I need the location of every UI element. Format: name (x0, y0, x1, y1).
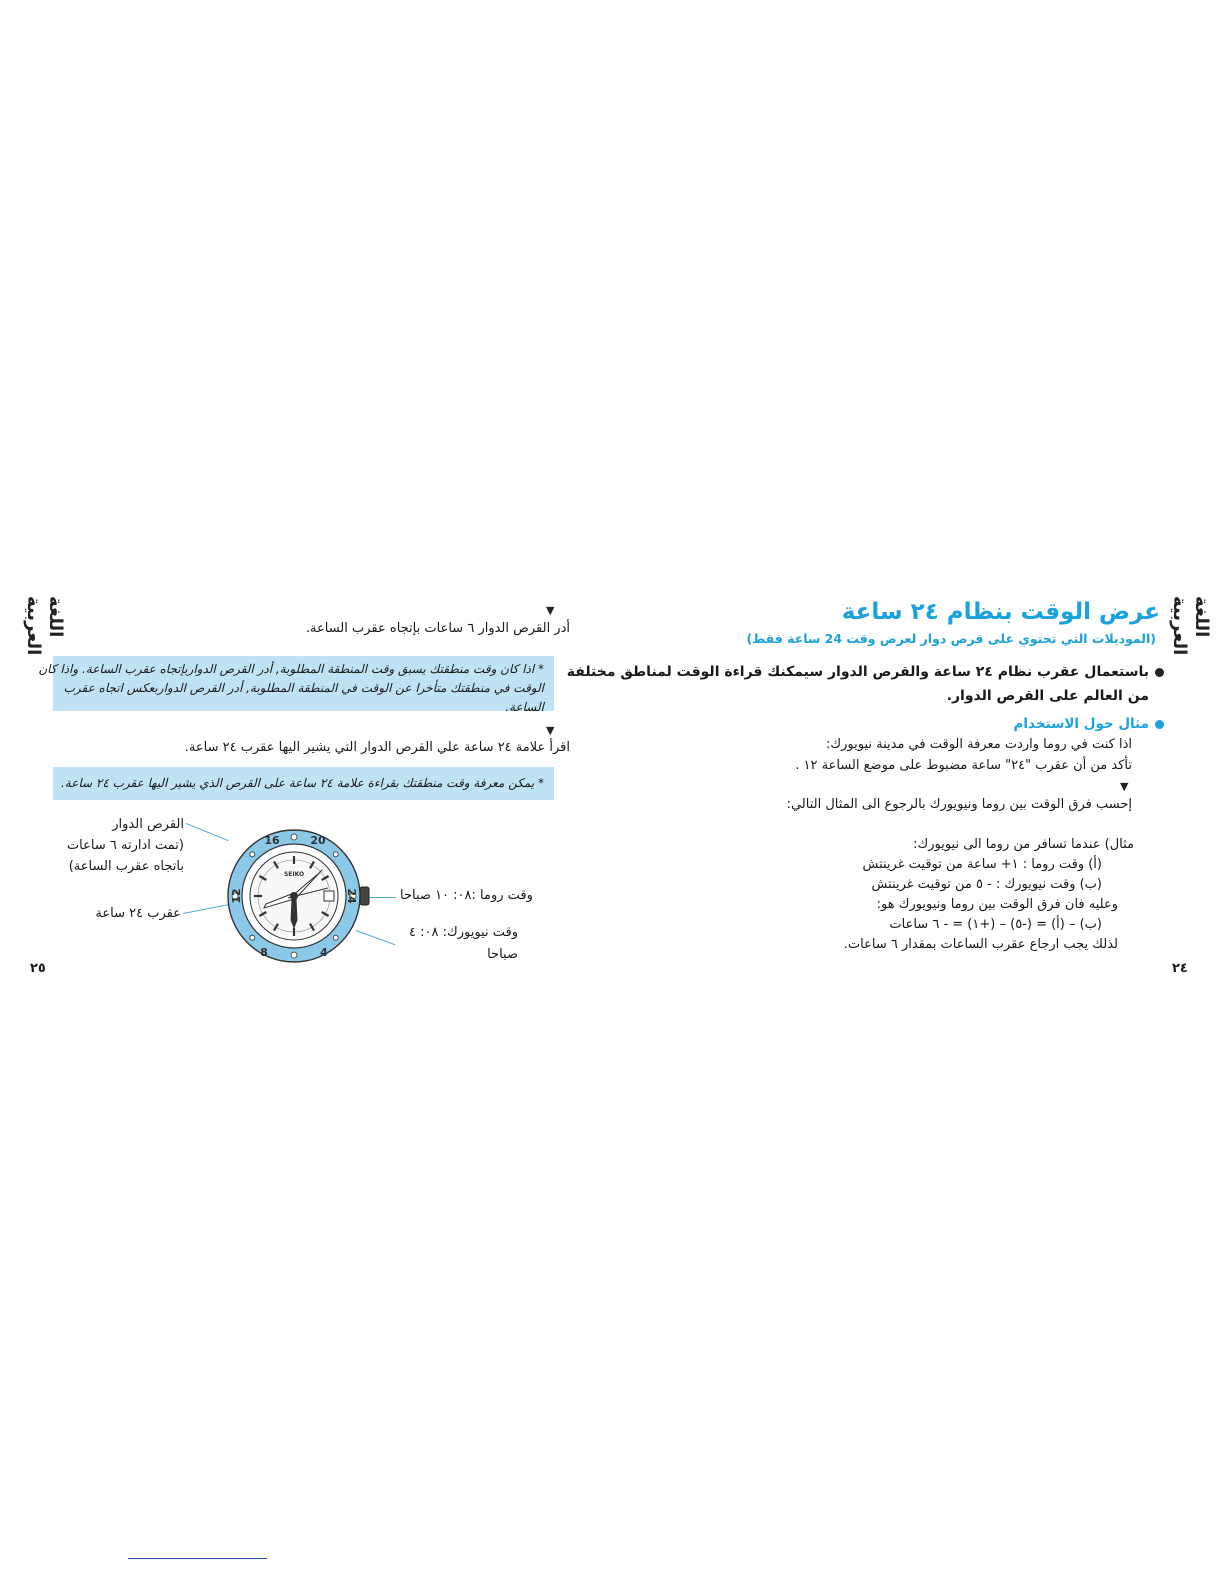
label-line: (تمت ادارته ٦ ساعات (66, 838, 184, 853)
page-number-right: ٢٤ (1172, 961, 1188, 976)
example-line: مثال) عندما تسافر من روما الى نيويورك: (913, 837, 1134, 852)
down-triangle-icon: ▼ (546, 724, 555, 737)
bezel-number: 4 (320, 946, 328, 959)
footer-rule (128, 1558, 267, 1559)
label-newyork-time (409, 922, 518, 966)
intro-line: باستعمال عقرب نظام ٢٤ ساعة والقرص الدوار سيمكنك قراءة الوقت لمناطق مختلفة (567, 660, 1164, 684)
label-rome-time: وقت روما :٠٨: ١٠ صباحا (400, 888, 533, 903)
24h-hand (291, 896, 297, 928)
watch-illustration (208, 826, 392, 964)
label-line: باتجاه عقرب الساعة) (68, 859, 184, 874)
note-line: * يمكن معرفة وقت منطقتك بقراءة علامة ٢٤ ساعة على القرص الذي يشير اليها عقرب ٢٤ ساعة. (60, 776, 544, 790)
bullet-dot-icon (1155, 720, 1164, 729)
example-line: (ب) – (أ) = (-٥) – (+١) = - ٦ ساعات (889, 917, 1102, 932)
bezel-number: 12 (230, 888, 243, 904)
side-language-tab-right: اللغة العربية (1169, 596, 1212, 656)
label-line: القرص الدوار (112, 817, 184, 832)
note-line: الوقت في منطقتك متأخرا عن الوقت في المنطقة المطلوبة, أدر القرص الدواربعكس اتجاه عقرب (63, 681, 544, 695)
down-triangle-icon: ▼ (546, 604, 555, 617)
label-line: صباحا (487, 947, 518, 962)
bullet-dot-icon (1155, 668, 1164, 677)
page-subtitle: (الموديلات التي تحتوي على قرص دوار لعرض وقت 24 ساعة فقط) (746, 631, 1156, 646)
step-calculate-difference: إحسب فرق الوقت بين روما ونيويورك بالرجوع الى المثال التالي: (786, 797, 1132, 812)
side-language-tab-left: اللغة العربية (23, 596, 66, 656)
step-rotate-bezel: أدر القرص الدوار ٦ ساعات بإتجاه عقرب الساعة. (305, 621, 570, 636)
label-24h-hand: عقرب ٢٤ ساعة (95, 906, 181, 921)
bezel-number: 16 (264, 834, 280, 847)
instruction-line: تأكد من أن عقرب "٢٤" ساعة مضبوط على موضع الساعة ١٢ . (795, 758, 1132, 773)
note-box-1 (38, 656, 554, 714)
watch-brand-logo: SEIKO (283, 871, 305, 878)
date-window (324, 891, 334, 901)
example-line: (ب) وقت نيويورك : - ٥ من توقيت غرينتش (871, 877, 1102, 892)
page-number-left: ٢٥ (30, 961, 46, 976)
bezel-number: 24 (345, 888, 358, 904)
step-read-24h: اقرأ علامة ٢٤ ساعة علي القرص الدوار التي يشير اليها عقرب ٢٤ ساعة. (184, 740, 570, 755)
instruction-line: اذا كنت في روما واردت معرفة الوقت في مدينة نيويورك: (826, 737, 1132, 752)
bezel-number: 8 (260, 946, 268, 959)
note-box-2 (53, 767, 554, 800)
example-heading: مثال حول الاستخدام (1014, 714, 1164, 734)
example-line: وعليه فان فرق الوقت بين روما ونيويورك هو: (876, 897, 1118, 912)
note-line: الساعة. (505, 700, 544, 714)
label-rotating-bezel (67, 814, 184, 877)
down-triangle-icon: ▼ (1120, 780, 1129, 793)
note-line: * اذا كان وقت منطقتك يسبق وقت المنطقة المطلوبة, أدر القرص الدواربإتجاه عقرب الساعة. واذا كان (38, 662, 544, 676)
example-block (844, 835, 1134, 955)
intro-paragraph (567, 660, 1164, 708)
page-title: عرض الوقت بنظام ٢٤ ساعة (841, 599, 1160, 625)
intro-line: من العالم على القرص الدوار. (946, 688, 1149, 704)
example-line: (أ) وقت روما : ١+ ساعة من توقيت غرينتش (862, 857, 1102, 872)
example-line: لذلك يجب ارجاع عقرب الساعات بمقدار ٦ ساعات. (843, 937, 1118, 952)
bezel-number: 20 (310, 834, 326, 847)
watch-crown (360, 887, 369, 905)
label-line: وقت نيويورك: ٠٨: ٤ (409, 925, 518, 940)
